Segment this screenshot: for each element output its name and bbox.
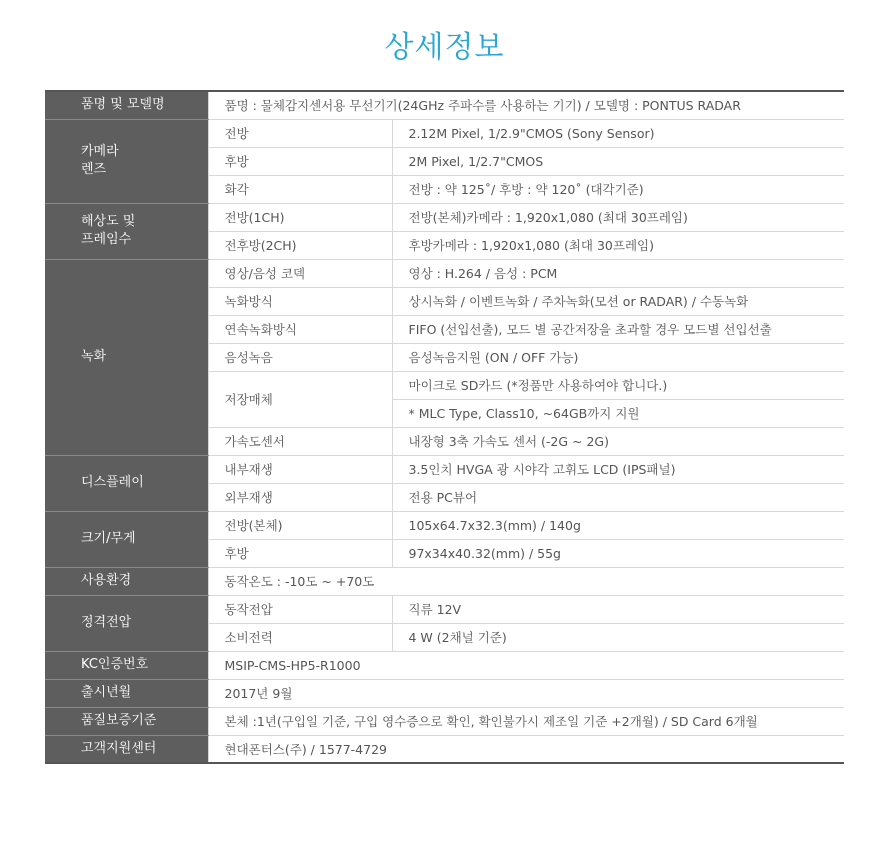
table-row [45,651,844,679]
spec-value: 상시녹화 / 이벤트녹화 / 주차녹화(모션 or RADAR) / 수동녹화 [392,287,844,315]
row-header-resolution [45,203,208,259]
row-header-lens-line2: 렌즈 [81,162,107,177]
row-header-resolution-line1: 해상도 및 [81,214,136,229]
sub-label: 전방(본체) [208,511,392,539]
kc-value: MSIP-CMS-HP5-R1000 [208,651,844,679]
sub-label: 화각 [208,175,392,203]
sub-label: 전방(1CH) [208,203,392,231]
row-header-support: 고객지원센터 [45,735,208,763]
table-row [45,511,844,539]
row-header-release: 출시년월 [45,679,208,707]
model-value: 품명 : 물체감지센서용 무선기기(24GHz 주파수를 사용하는 기기) / 모델명 : PONTUS RADAR [208,91,844,119]
sub-label: 후방 [208,147,392,175]
page-title: 상세정보 [384,30,505,65]
sub-label: 연속녹화방식 [208,315,392,343]
spec-value: 영상 : H.264 / 음성 : PCM [392,259,844,287]
spec-value: 직류 12V [392,595,844,623]
spec-value: 음성녹음지원 (ON / OFF 가능) [392,343,844,371]
spec-value: 전용 PC뷰어 [392,483,844,511]
spec-value: 2.12M Pixel, 1/2.9"CMOS (Sony Sensor) [392,119,844,147]
row-header-resolution-line2: 프레임수 [81,232,132,247]
sub-label: 후방 [208,539,392,567]
row-header-warranty: 품질보증기준 [45,707,208,735]
table-row [45,203,844,231]
spec-value: * MLC Type, Class10, ~64GB까지 지원 [392,399,844,427]
row-header-lens [45,119,208,203]
sub-label: 소비전력 [208,623,392,651]
release-value: 2017년 9월 [208,679,844,707]
table-row [45,595,844,623]
sub-label: 저장매체 [208,371,392,427]
table-row [45,259,844,287]
row-header-recording: 녹화 [45,259,208,455]
table-row [45,91,844,119]
sub-label: 영상/음성 코덱 [208,259,392,287]
sub-label: 가속도센서 [208,427,392,455]
warranty-value: 본체 :1년(구입일 기준, 구입 영수증으로 확인, 확인불가시 제조일 기준 +2개월) / SD Card 6개월 [208,707,844,735]
spec-value: 3.5인치 HVGA 광 시야각 고휘도 LCD (IPS패널) [392,455,844,483]
table-row [45,119,844,147]
row-header-kc: KC인증번호 [45,651,208,679]
spec-value: 105x64.7x32.3(mm) / 140g [392,511,844,539]
sub-label: 동작전압 [208,595,392,623]
row-header-display: 디스플레이 [45,455,208,511]
spec-value: 내장형 3축 가속도 센서 (-2G ~ 2G) [392,427,844,455]
spec-value: 97x34x40.32(mm) / 55g [392,539,844,567]
spec-value: 4 W (2채널 기준) [392,623,844,651]
spec-value: 전방(본체)카메라 : 1,920x1,080 (최대 30프레임) [392,203,844,231]
row-header-environment: 사용환경 [45,567,208,595]
spec-table [45,90,844,764]
table-row [45,455,844,483]
row-header-lens-line1: 카메라 [81,144,119,159]
sub-label: 녹화방식 [208,287,392,315]
spec-value: 전방 : 약 125˚/ 후방 : 약 120˚ (대각기준) [392,175,844,203]
spec-value: FIFO (선입선출), 모드 별 공간저장을 초과할 경우 모드별 선입선출 [392,315,844,343]
environment-value: 동작온도 : -10도 ~ +70도 [208,567,844,595]
row-header-model: 품명 및 모델명 [45,91,208,119]
sub-label: 전방 [208,119,392,147]
row-header-voltage: 정격전압 [45,595,208,651]
spec-value: 2M Pixel, 1/2.7"CMOS [392,147,844,175]
sub-label: 외부재생 [208,483,392,511]
spec-value: 마이크로 SD카드 (*정품만 사용하여야 합니다.) [392,371,844,399]
table-row [45,567,844,595]
spec-value: 후방카메라 : 1,920x1,080 (최대 30프레임) [392,231,844,259]
sub-label: 음성녹음 [208,343,392,371]
table-row [45,707,844,735]
sub-label: 전후방(2CH) [208,231,392,259]
sub-label: 내부재생 [208,455,392,483]
table-row [45,679,844,707]
table-row [45,735,844,763]
row-header-size: 크기/무게 [45,511,208,567]
support-value: 현대폰터스(주) / 1577-4729 [208,735,844,763]
